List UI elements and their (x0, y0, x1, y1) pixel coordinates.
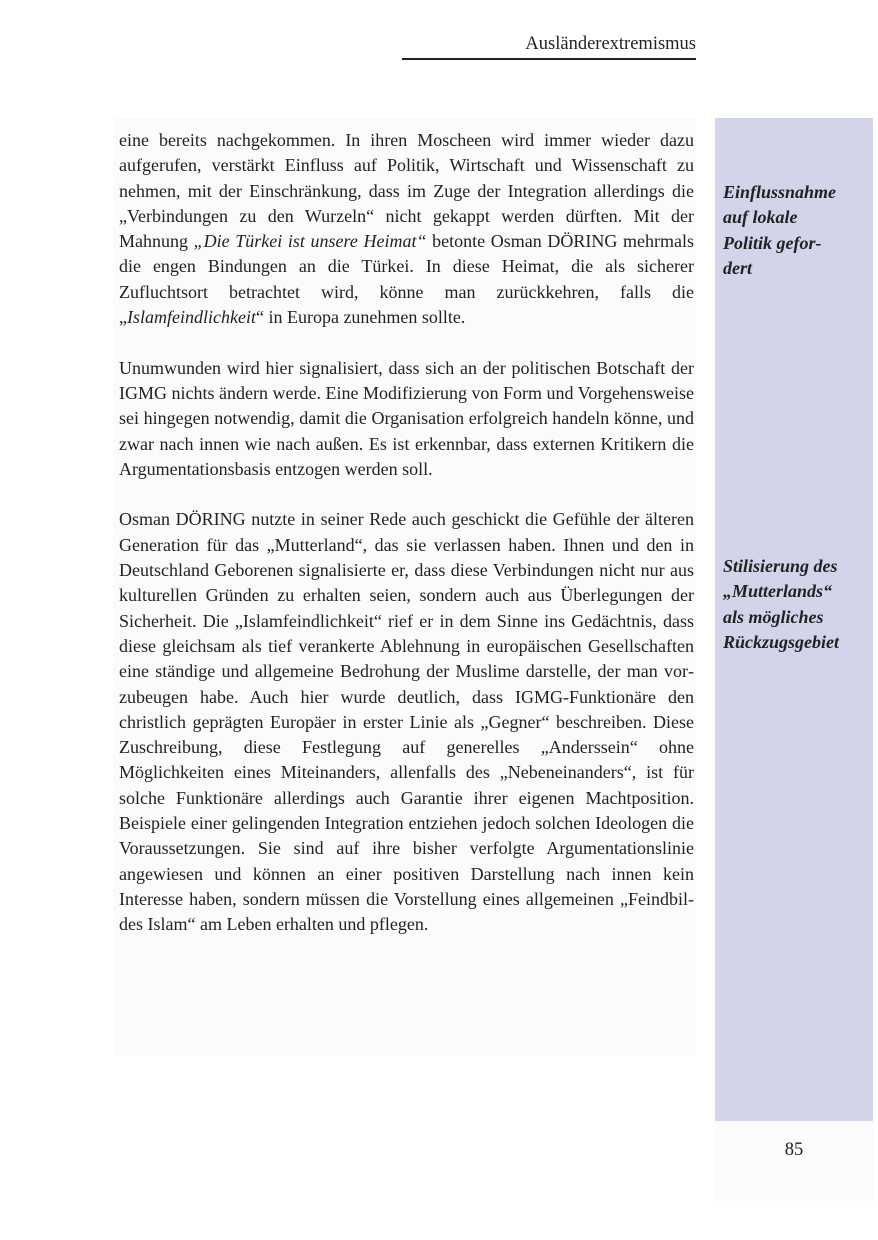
italic-quote: „Die Türkei ist unsere Heimat“ (193, 231, 427, 252)
text-run: “ in Europa zunehmen sollte. (255, 307, 466, 328)
margin-note-line: „Mutterlands“ (723, 581, 833, 602)
margin-note-line: als mögliches (723, 606, 824, 627)
text-run: betonte Osman DÖRING mehrmals die engen Bindungen an die Türkei. In diese Heimat, die als sicherer Zufluchtsort betrachtet wird, könne man zurückkehren, falls die „ (119, 231, 695, 328)
body-paragraph (119, 356, 694, 482)
body-paragraph (119, 507, 694, 937)
italic-quote: Islamfeindlichkeit (127, 307, 256, 328)
margin-note-line: Politik gefor- (723, 232, 822, 253)
margin-note-line: Rückzugsgebiet (723, 631, 840, 652)
margin-note-line: dert (723, 257, 752, 278)
text-run: Unumwunden wird hier signalisiert, dass sich an der politischen Botschaft der IGMG nichts ändern werde. Eine Modifizierung von Form und Vorgehensweise sei hingegen notwendig, damit die Organisation erfolgreich handeln könne, und zwar nach innen wie nach außen. Es ist erkennbar, dass externen Kritikern die Argumentationsbasis entzogen werden soll. (119, 357, 694, 479)
margin-note-line: Stilisierung des (723, 556, 838, 576)
text-run: eine bereits nachgekommen. In ihren Moscheen wird immer wieder dazu aufgerufen, verstärkt Einfluss auf Politik, Wirtschaft und Wissenschaft zu nehmen, mit der Einschränkung, dass im Zuge der Integration allerdings die „Verbindungen zu den Wurzeln“ nicht gekappt werden dürften. Mit der Mahnung (119, 130, 694, 252)
text-run: Osman DÖRING nutzte in seiner Rede auch geschickt die Gefühle der älteren Generation für das „Mutterland“, das sie verlassen haben. Ihnen und den in Deutschland Geborenen signalisierte er, dass diese Verbindungen nicht nur aus kulturellen Gründen zu erhalten seien, sondern auch aus Überlegungen der Sicherheit. Die „Islamfeindlichkeit“ rief er in dem Sinne ins Gedächtnis, dass diese gleichsam als tief verankerte Ablehnung in europäischen Gesellschaften eine ständige und allgemeine Bedrohung der Muslime darstelle, der man vorzubeugen habe. Auch hier wurde deutlich, dass IGMG-Funktionäre den christlich geprägten Europäer in erster Linie als „Gegner“ beschreiben. Diese Zuschreibung, diese Festlegung auf generelles „Anderssein“ ohne Möglichkeiten eines Miteinanders, allenfalls des „Nebeneinanders“, ist für solche Funktionäre allerdings auch Garantie ihrer eigenen Machtposition. Beispiele einer gelingenden Integration entziehen jedoch solchen Ideologen die Voraussetzungen. Sie sind auf ihre bisher verfolgte Argumentationslinie angewiesen und können an einer positiven Darstellung nach innen kein Interesse haben, sondern müssen die Vorstellung eines allgemeinen „Feindbildes Islam“ am Leben erhalten und pflegen. (119, 509, 694, 935)
margin-note-line: auf lokale (723, 207, 798, 228)
main-text-column (113, 118, 696, 1056)
margin-note-mutterland (723, 554, 868, 655)
margin-note-einflussnahme (723, 180, 868, 281)
body-paragraph (119, 128, 694, 330)
margin-note-line: Einflussnahme (723, 182, 837, 202)
body-text (119, 128, 694, 963)
page-number: 85 (784, 1140, 804, 1160)
running-header: Ausländerextremismus (402, 30, 696, 60)
